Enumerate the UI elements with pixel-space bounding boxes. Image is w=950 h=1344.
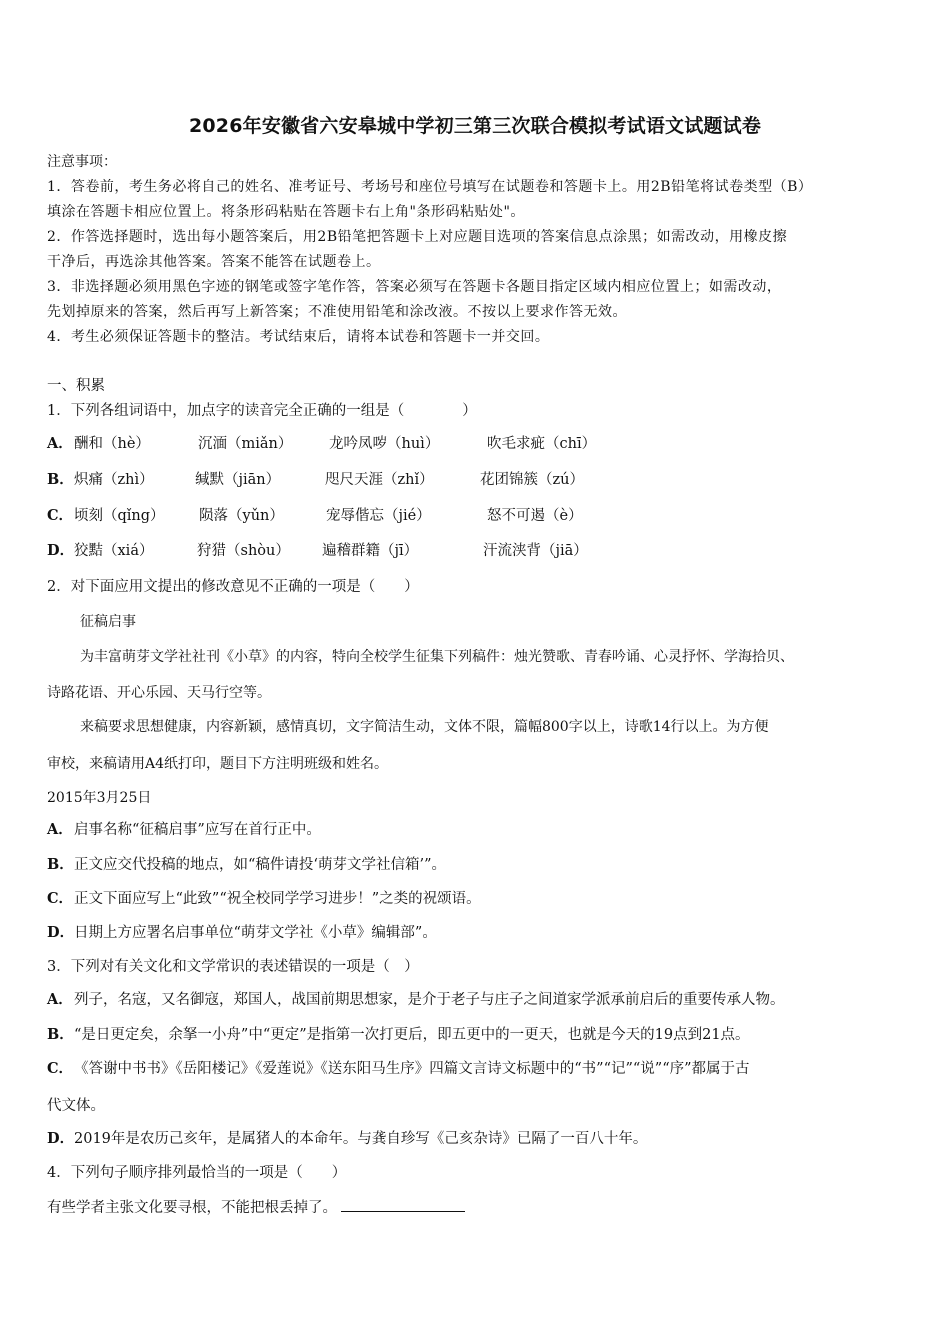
q2-option-b (47, 855, 446, 875)
q3-option-c-continued: 代文体。 (47, 1098, 105, 1114)
q3-option-d (47, 1129, 647, 1149)
q3-option-c (47, 1059, 750, 1079)
q4-sentence-text: 有些学者主张文化要寻根，不能把根丢掉了。 (47, 1200, 337, 1216)
option-letter: C． (47, 507, 74, 524)
q1-option-item: 顷刻（qǐng） (74, 508, 165, 524)
option-text: 正文下面应写上“此致”“祝全校同学学习进步！”之类的祝颂语。 (74, 891, 481, 907)
notice-paragraph: 诗路花语、开心乐园、天马行空等。 (47, 685, 271, 701)
option-letter: D． (47, 1130, 75, 1147)
notes-line: 3．非选择题必须用黑色字迹的钢笔或签字笔作答，答案必须写在答题卡各题目指定区域内相应位置上；如需改动， (47, 279, 782, 295)
q1-option-item: 龙吟凤哕（huì） (329, 436, 440, 452)
q1-option-a (47, 434, 150, 454)
q1-option-c (47, 506, 165, 526)
q1-option-d (47, 541, 153, 561)
q3-option-a (47, 990, 785, 1010)
section-heading: 一、积累 (47, 378, 105, 394)
question-1-stem: 1．下列各组词语中，加点字的读音完全正确的一组是（ ） (47, 403, 477, 419)
option-letter: D． (47, 924, 75, 941)
notice-date: 2015年3月25日 (47, 790, 152, 806)
option-text: 列子，名寇，又名御寇，郑国人，战国前期思想家，是介于老子与庄子之间道家学派承前启后的重要传承人物。 (74, 992, 785, 1008)
q1-option-item: 吹毛求疵（chī） (487, 436, 597, 452)
q1-option-item: 汗流浃背（jiā） (483, 543, 588, 559)
notes-heading: 注意事项： (47, 154, 117, 170)
q2-option-d (47, 923, 437, 943)
q1-option-item: 陨落（yǔn） (199, 508, 284, 524)
option-text: 启事名称“征稿启事”应写在首行正中。 (74, 822, 321, 838)
notice-paragraph: 来稿要求思想健康，内容新颖，感情真切，文字简洁生动，文体不限，篇幅800字以上，诗歌14行以上。为方便 (80, 719, 769, 735)
q3-option-b (47, 1025, 750, 1045)
option-letter: A． (47, 991, 73, 1008)
notes-line: 2．作答选择题时，选出每小题答案后，用2B铅笔把答题卡上对应题目选项的答案信息点涂黑；如需改动，用橡皮擦 (47, 229, 788, 245)
option-letter: B． (47, 471, 74, 488)
option-text: 《答谢中书书》《岳阳楼记》《爱莲说》《送东阳马生序》四篇文言诗文标题中的“书”“记”“说”“序”都属于古 (74, 1061, 750, 1077)
q1-option-item: 遍稽群籍（jī） (322, 543, 419, 559)
question-4-stem: 4．下列句子顺序排列最恰当的一项是（ ） (47, 1165, 347, 1181)
option-letter: C． (47, 1060, 74, 1077)
question-3-stem: 3．下列对有关文化和文学常识的表述错误的一项是（ ） (47, 959, 419, 975)
answer-blank[interactable] (341, 1197, 465, 1212)
q1-option-item: 咫尺天涯（zhǐ） (325, 472, 434, 488)
notice-paragraph: 审校，来稿请用A4纸打印，题目下方注明班级和姓名。 (47, 756, 389, 772)
option-letter: D． (47, 542, 75, 559)
option-text: 正文应交代投稿的地点，如“稿件请投‘萌芽文学社信箱’”。 (74, 857, 447, 873)
q1-option-item: 沉湎（miǎn） (198, 436, 293, 452)
q2-option-c (47, 889, 481, 909)
option-text: 日期上方应署名启事单位“萌芽文学社《小草》编辑部”。 (74, 925, 437, 941)
q1-option-item: 怒不可遏（è） (487, 508, 583, 524)
q1-option-item: 狩猎（shòu） (197, 543, 290, 559)
option-text: “是日更定矣，余拏一小舟”中“更定”是指第一次打更后，即五更中的一更天，也就是今天的19点到21点。 (74, 1027, 750, 1043)
q1-option-item: 炽痛（zhì） (74, 472, 154, 488)
q1-option-item: 酬和（hè） (74, 436, 150, 452)
question-2-stem: 2．对下面应用文提出的修改意见不正确的一项是（ ） (47, 579, 419, 595)
option-letter: A． (47, 821, 73, 838)
option-letter: C． (47, 890, 74, 907)
notes-line: 干净后，再选涂其他答案。答案不能答在试题卷上。 (47, 254, 381, 270)
q4-sentence (47, 1197, 465, 1218)
q1-option-b (47, 470, 154, 490)
option-letter: B． (47, 856, 74, 873)
q1-option-item: 缄默（jiān） (195, 472, 281, 488)
q1-option-item: 宠辱偕忘（jié） (326, 508, 431, 524)
q1-option-item: 狡黠（xiá） (74, 543, 154, 559)
exam-title: 2026年安徽省六安皋城中学初三第三次联合模拟考试语文试题试卷 (188, 115, 762, 137)
notes-line: 先划掉原来的答案，然后再写上新答案；不准使用铅笔和涂改液。不按以上要求作答无效。 (47, 304, 627, 320)
q1-option-item: 花团锦簇（zú） (480, 472, 584, 488)
notice-paragraph: 为丰富萌芽文学社社刊《小草》的内容，特向全校学生征集下列稿件：烛光赞歌、青春吟诵、心灵抒怀、学海拾贝、 (80, 649, 794, 665)
option-letter: A． (47, 435, 73, 452)
option-text: 2019年是农历己亥年，是属猪人的本命年。与龚自珍写《己亥杂诗》已隔了一百八十年。 (74, 1131, 648, 1147)
notes-line: 1．答卷前，考生务必将自己的姓名、准考证号、考场号和座位号填写在试题卷和答题卡上。用2B铅笔将试卷类型（B） (47, 179, 813, 195)
notice-title: 征稿启事 (80, 614, 136, 630)
notes-line: 填涂在答题卡相应位置上。将条形码粘贴在答题卡右上角"条形码粘贴处"。 (47, 204, 525, 220)
q2-option-a (47, 820, 321, 840)
option-letter: B． (47, 1026, 74, 1043)
notes-line: 4．考生必须保证答题卡的整洁。考试结束后，请将本试卷和答题卡一并交回。 (47, 329, 550, 345)
